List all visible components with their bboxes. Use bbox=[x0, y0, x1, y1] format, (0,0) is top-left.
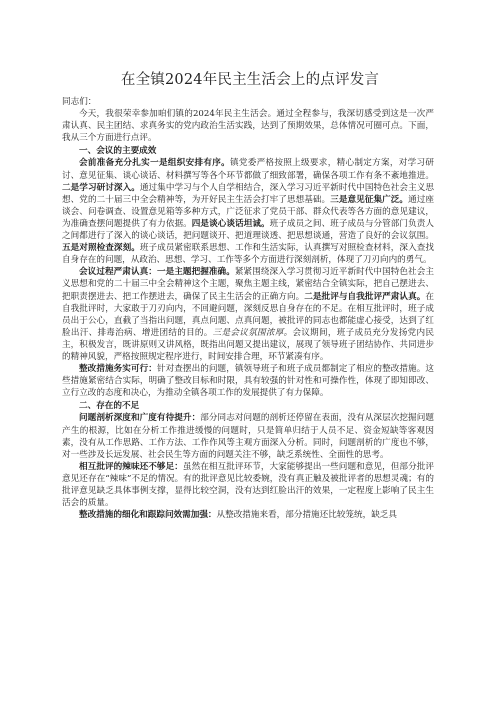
emphasis-text: 五是对照检查深刻。 bbox=[62, 243, 140, 254]
paragraph-text: 班子成员之间、班子成员与分管部门负责人之间都进行了深入的谈心谈话，把问题谈开、把道理谈透、把思想谈通，营造了良好的会议氛围。 bbox=[62, 218, 434, 242]
body-paragraph bbox=[62, 266, 434, 363]
body-paragraph bbox=[62, 509, 434, 521]
section-heading: 一、会议的主要成效 bbox=[79, 146, 157, 157]
emphasis-text: 四是谈心谈话坦诚。 bbox=[191, 218, 270, 229]
emphasis-text: 一是组织安排有序。 bbox=[150, 158, 230, 169]
body-paragraph bbox=[62, 157, 434, 266]
paragraph-text: 三是会议氛围浓厚。 bbox=[212, 327, 293, 338]
paragraph-text: 班子成员紧密联系思想、工作和生活实际，认真撰写对照检查材料，深入查找自身存在的问题，从政治、思想、学习、工作等多个方面进行深刻剖析，体现了刀刃向内的勇气。 bbox=[62, 243, 434, 266]
body-paragraph bbox=[62, 412, 434, 460]
paragraph-text: 在自我批评时，大家敢于刀刃向内，不回避问题，深刻反思自身存在的不足。在相互批评时，班子成员出于公心，直截了当指出问题，真点问题、点真问题，被批评的同志也都能虚心接受，达到了红脸出汗、排毒治病、增进团结的目的。 bbox=[62, 291, 434, 338]
section-heading: 二、存在的不足 bbox=[79, 401, 140, 412]
emphasis-text: 二是学习研讨深入。 bbox=[62, 182, 140, 193]
emphasis-text: 二是批评与自我批评严肃认真。 bbox=[304, 291, 426, 302]
emphasis-text: 会议过程严肃认真： bbox=[79, 267, 157, 278]
paragraph-text: 虽然在相互批评环节，大家能够提出一些问题和意见，但部分批评意见还存在“辣味”不足的情况。有的批评意见比较委婉，没有真正触及被批评者的思想灵魂；有的批评意见缺乏具体事例支撑，显得比较空洞，没有达到红脸出汗的效果，一定程度上影响了民主生活会的质量。 bbox=[62, 461, 434, 509]
body-paragraph bbox=[62, 363, 434, 399]
document-body bbox=[62, 96, 434, 521]
sections-container bbox=[62, 145, 434, 521]
paragraph-text: 通过座谈会、问卷调查、设置意见箱等多种方式，广泛征求了党员干部、群众代表等各方面的意见建议，为准确查摆问题提供了有力依据。 bbox=[62, 194, 434, 229]
emphasis-text: 问题剖析深度和广度有待提升： bbox=[79, 413, 201, 424]
paragraph-text: 紧紧围绕深入学习贯彻习近平新时代中国特色社会主义思想和党的二十届三中全会精神这个主题，聚焦主题主线，紧密结合全镇实际，把自己摆进去、把职责摆进去、把工作摆进去，确保了民主生活会的正确方向。 bbox=[62, 267, 434, 302]
paragraph-text: 部分同志对问题的剖析还停留在表面，没有从深层次挖掘问题产生的根源，比如在分析工作推进缓慢的问题时，只是简单归结于人员不足、资金短缺等客观因素，没有从工作思路、工作方法、工作作风等主观方面深入分析。同时，问题剖析的广度也不够，对一些涉及长远发展、社会民生等方面的问题关注不够，缺乏系统性、全面性的思考。 bbox=[62, 413, 434, 460]
document-title: 在全镇2024年民主生活会上的点评发言 bbox=[120, 72, 380, 88]
body-paragraph bbox=[62, 461, 434, 509]
paragraph-text: 通过集中学习与个人自学相结合，深入学习习近平新时代中国特色社会主义思想、党的二十届三中全会精神等，为开好民主生活会打牢了思想基础。 bbox=[62, 182, 434, 205]
paragraph-text: 会议期间，班子成员充分发扬党内民主，积极发言，既讲原则又讲风格，既指出问题又提出建议，展现了领导班子团结协作、共同进步的精神风貌，严格按照规定程序进行，时间安排合理，环节紧凑有序。 bbox=[62, 327, 434, 362]
emphasis-text: 整改措施的细化和跟踪问效需加强： bbox=[79, 510, 217, 521]
paragraph-text: 镇党委严格按照上级要求，精心制定方案，对学习研讨、意见征集、谈心谈话、材料撰写等各个环节都做了细致部署，确保各项工作有条不紊地推进。 bbox=[62, 158, 434, 181]
emphasis-text: 整改措施务实可行： bbox=[79, 364, 157, 375]
emphasis-text: 一是主题把握准确。 bbox=[156, 267, 235, 278]
emphasis-text: 会前准备充分扎实 bbox=[79, 158, 151, 169]
paragraph-text: 从整改措施来看，部分措施还比较笼统，缺乏具 bbox=[216, 510, 397, 521]
salutation: 同志们： bbox=[62, 97, 97, 107]
paragraph-text: 针对查摆出的问题，镇领导班子和班子成员都制定了相应的整改措施。这些措施紧密结合实际，明确了整改目标和时限，具有较强的针对性和可操作性，体现了即知即改、立行立改的态度和决心，为推动全镇各项工作的发展提供了有力保障。 bbox=[62, 364, 434, 399]
intro-paragraph: 今天，我很荣幸参加咱们镇的2024年民主生活会。通过全程参与，我深切感受到这是一次严肃认真、民主团结、求真务实的党内政治生活实践，达到了预期效果，总体情况可圈可点。下面，我从三个方面进行点评。 bbox=[62, 109, 434, 144]
emphasis-text: 相互批评的辣味还不够足： bbox=[79, 461, 183, 472]
emphasis-text: 三是意见征集广泛。 bbox=[330, 194, 409, 205]
